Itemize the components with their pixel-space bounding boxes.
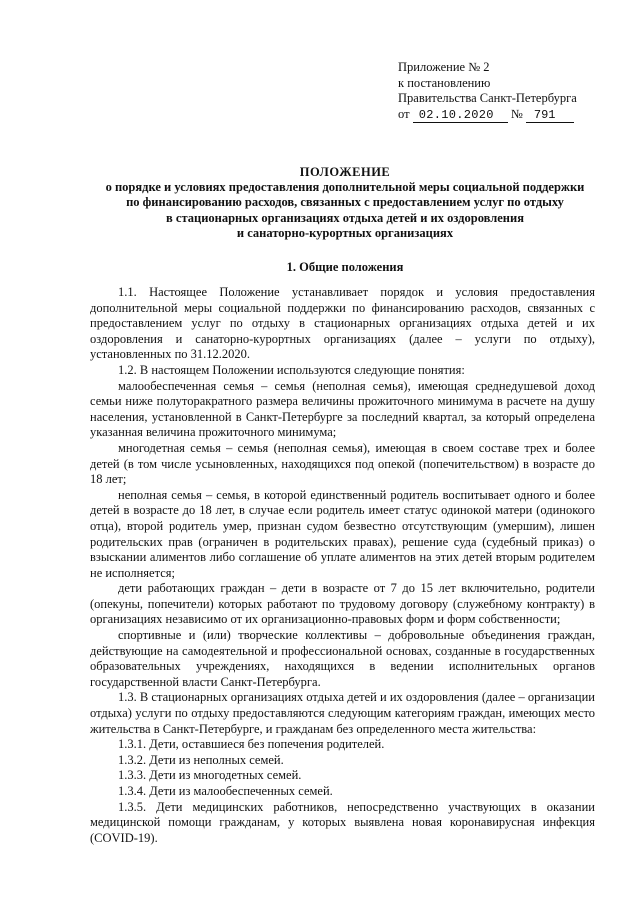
title-line: в стационарных организациях отдыха детей и их оздоровления bbox=[166, 210, 524, 225]
list-item-1-3-3: 1.3.3. Дети из многодетных семей. bbox=[118, 768, 302, 783]
definition-low-income-family: малообеспеченная семья – семья (неполная семья), имеющая среднедушевой доход семьи ниже полуторакратного размера величины прожиточного минимума в расчете на душу населения, установленной в Санкт-Петербурге за последний квартал, за который определена указанная величина прожиточного минимума; bbox=[90, 378, 595, 440]
appendix-line-1: Приложение № 2 bbox=[398, 60, 490, 74]
title-line: о порядке и условиях предоставления дополнительной меры социальной поддержки bbox=[105, 180, 585, 195]
section-heading: 1. Общие положения bbox=[286, 260, 404, 274]
date-prefix: от bbox=[398, 106, 410, 121]
resolution-date: 02.10.2020 bbox=[413, 109, 508, 123]
list-item-1-3-1: 1.3.1. Дети, оставшиеся без попечения родителей. bbox=[118, 737, 385, 752]
title-line: и санаторно-курортных организациях bbox=[236, 225, 454, 240]
paragraph-1-3: 1.3. В стационарных организациях отдыха детей и их оздоровления (далее – организации отдыха) услуги по отдыху предоставляются следующим категориям граждан, имеющих место жительства в Санкт-Петербурге, и гражданам без определенного места жительства: bbox=[90, 690, 595, 736]
title-line: по финансированию расходов, связанных с предоставлением услуг по отдыху bbox=[126, 195, 564, 210]
definition-large-family: многодетная семья – семья (неполная семья), имеющая в своем составе трех и более детей (в том числе усыновленных, находящихся под опекой (попечительством) в возрасте до 18 лет; bbox=[90, 440, 595, 487]
list-item-1-3-5: 1.3.5. Дети медицинских работников, непосредственно участвующих в оказании медицинской помощи гражданам, у которых выявлена новая коронавирусная инфекция (COVID-19). bbox=[90, 799, 595, 845]
number-sign: № bbox=[510, 106, 523, 121]
list-item-1-3-4: 1.3.4. Дети из малообеспеченных семей. bbox=[118, 784, 333, 798]
appendix-block bbox=[398, 60, 577, 123]
title-heading: ПОЛОЖЕНИЕ bbox=[299, 165, 391, 179]
paragraph-1-2: 1.2. В настоящем Положении используются следующие понятия: bbox=[118, 362, 465, 377]
definition-working-parents-children: дети работающих граждан – дети в возрасте от 7 до 15 лет включительно, родители (опекуны, попечители) которых работают по трудовому договору (служебному контракту) в организациях независимо от их организационно-правовых форм и форм собственности; bbox=[90, 581, 595, 627]
document-title bbox=[100, 165, 590, 241]
appendix-date-line bbox=[398, 107, 577, 123]
definition-single-parent-family: неполная семья – семья, в которой единственный родитель воспитывает одного и более детей в возрасте до 18 лет, в случае если родитель имеет статус одинокой матери (одинокого отца), второй родитель умер, признан судом безвестно отсутствующим (умершим), лишен родительских прав (ограничен в родительских правах), решение суда (судебный приказ) о взыскании алиментов либо соглашение об уплате алиментов на этих детей вторым родителем не исполняется; bbox=[90, 487, 595, 580]
list-item-1-3-2: 1.3.2. Дети из неполных семей. bbox=[118, 752, 284, 767]
appendix-line-3: Правительства Санкт-Петербурга bbox=[398, 91, 577, 105]
document-body bbox=[90, 285, 595, 846]
definition-sport-creative-groups: спортивные и (или) творческие коллективы – добровольные объединения граждан, действующие на самодеятельной и профессиональной основах, созданные в государственных образовательных учреждениях, находящихся в ведении исполнительных органов государственной власти Санкт-Петербурга. bbox=[90, 628, 595, 689]
resolution-number: 791 bbox=[526, 109, 574, 123]
paragraph-1-1: 1.1. Настоящее Положение устанавливает порядок и условия предоставления дополнительной меры социальной поддержки по финансированию расходов, связанных с предоставлением услуг по отдыху в стационарных организациях отдыха детей и их оздоровления и санаторно-курортных организациях (далее – услуги по отдыху), установленных по 31.12.2020. bbox=[90, 285, 595, 362]
appendix-line-2: к постановлению bbox=[398, 75, 491, 90]
